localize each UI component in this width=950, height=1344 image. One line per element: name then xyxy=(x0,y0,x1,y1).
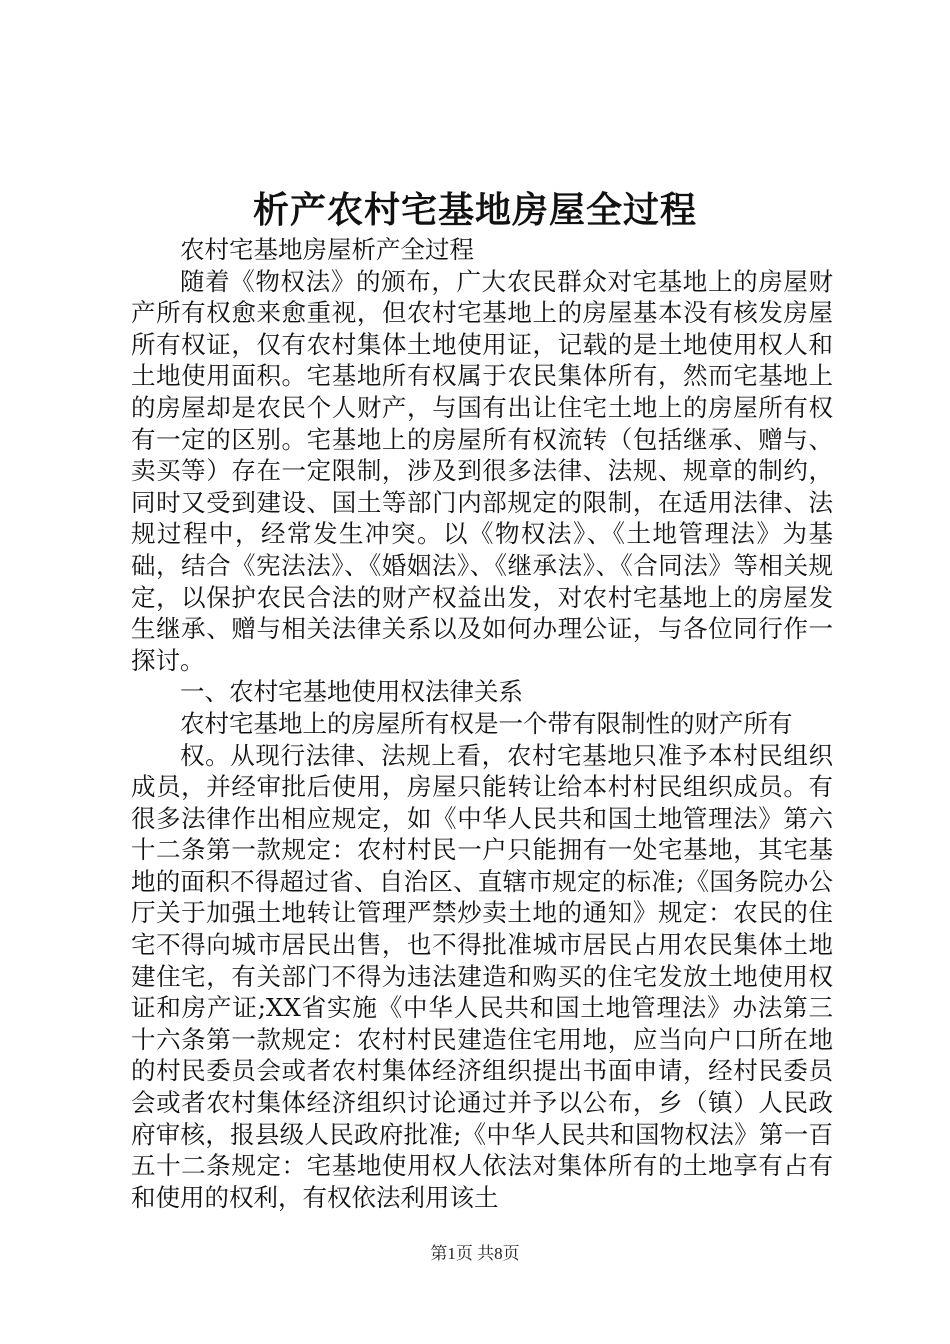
body-paragraph: 权。从现行法律、法规上看，农村宅基地只准予本村民组织成员，并经审批后使用，房屋只能转让给本村村民组织成员。有很多法律作出相应规定，如《中华人民共和国土地管理法》第六十二条第一款规定：农村村民一户只能拥有一处宅基地，其宅基地的面积不得超过省、自治区、直辖市规定的标准;《国务院办公厅关于加强土地转让管理严禁炒卖土地的通知》规定：农民的住宅不得向城市居民出售，也不得批准城市居民占用农民集体土地建住宅，有关部门不得为违法建造和购买的住宅发放土地使用权证和房产证;XX省实施《中华人民共和国土地管理法》办法第三十六条第一款规定：农村村民建造住宅用地，应当向户口所在地的村民委员会或者农村集体经济组织提出书面申请，经村民委员会或者农村集体经济组织讨论通过并予以公布，乡（镇）人民政府审核，报县级人民政府批准;《中华人民共和国物权法》第一百五十二条规定：宅基地使用权人依法对集体所有的土地享有占有和使用的权利，有权依法利用该土 xyxy=(131,740,833,1212)
body-paragraph: 农村宅基地上的房屋所有权是一个带有限制性的财产所有 xyxy=(180,708,793,738)
document-title: 析产农村宅基地房屋全过程 xyxy=(252,189,697,231)
document-body xyxy=(131,234,833,1213)
body-paragraph: 随着《物权法》的颁布，广大农民群众对宅基地上的房屋财产所有权愈来愈重视，但农村宅基地上的房屋基本没有核发房屋所有权证，仅有农村集体土地使用证，记载的是土地使用权人和土地使用面积。宅基地所有权属于农民集体所有，然而宅基地上的房屋却是农民个人财产，与国有出让住宅土地上的房屋所有权有一定的区别。宅基地上的房屋所有权流转（包括继承、赠与、卖买等）存在一定限制，涉及到很多法律、法规、规章的制约，同时又受到建设、国土等部门内部规定的限制，在适用法律、法规过程中，经常发生冲突。以《物权法》、《土地管理法》为基础，结合《宪法法》、《婚姻法》、《继承法》、《合同法》等相关规定，以保护农民合法的财产权益出发，对农村宅基地上的房屋发生继承、赠与相关法律关系以及如何办理公证，与各位同行作一探讨。 xyxy=(131,266,833,675)
subtitle-paragraph: 农村宅基地房屋析产全过程 xyxy=(180,235,474,264)
page-number-footer: 第1页 共8页 xyxy=(430,1244,520,1263)
section-heading: 一、农村宅基地使用权法律关系 xyxy=(180,677,523,707)
